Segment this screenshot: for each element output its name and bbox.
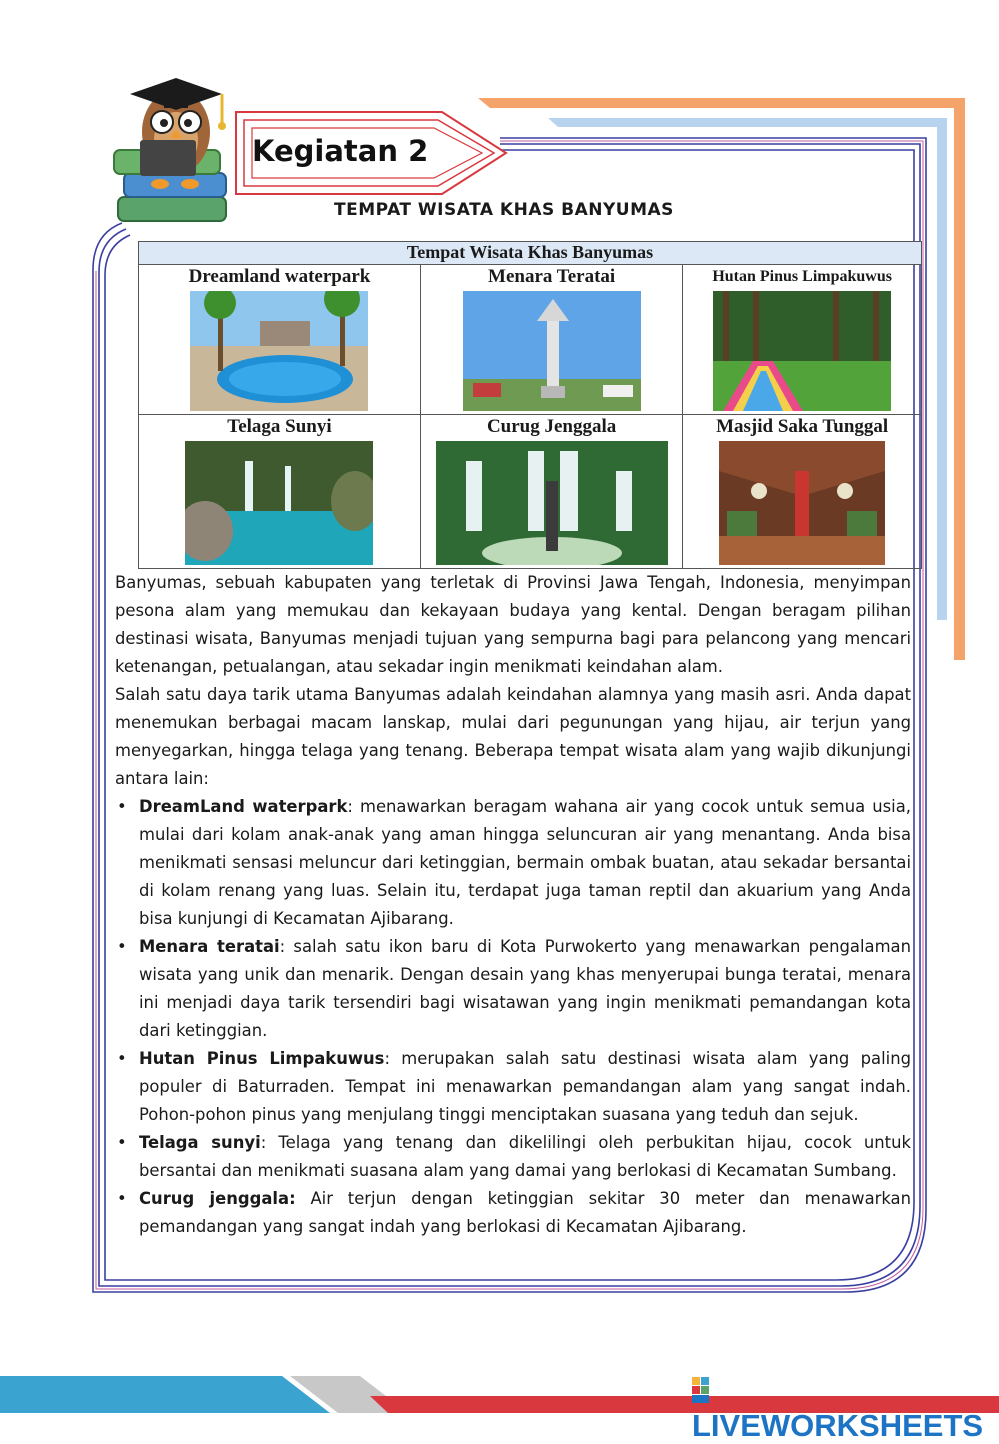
place-title: Menara Teratai <box>488 266 616 287</box>
bullet-icon: • <box>117 797 127 816</box>
curug-jenggala-photo <box>436 441 668 565</box>
item-text: : menawarkan beragam wahana air yang cocok untuk semua usia, mulai dari kolam anak-anak yang aman hingga seluncuran air yang menantang. Anda bisa menikmati sensasi meluncur dari ketinggian, bermain ombak buatan, atau sekadar bersantai di kolam renang yang luas. Selain itu, terdapat juga taman reptil dan akuarium yang Anda bisa kunjungi di Kecamatan Ajibarang. <box>139 797 911 928</box>
bullet-icon: • <box>117 937 127 956</box>
bottom-blue-band <box>0 1376 330 1413</box>
place-title: Masjid Saka Tunggal <box>716 416 889 437</box>
table-cell <box>683 415 922 569</box>
item-text: : merupakan salah satu destinasi wisata alam yang paling populer di Baturraden. Tempat ini menawarkan pemandangan alam yang sangat indah. Pohon-pohon pinus yang menjulang tinggi menciptakan suasana yang teduh dan sejuk. <box>139 1049 911 1124</box>
hutan-pinus-photo <box>713 291 891 411</box>
table-cell <box>683 265 922 415</box>
bullet-icon: • <box>117 1049 127 1068</box>
intro-paragraph: Banyumas, sebuah kabupaten yang terletak di Provinsi Jawa Tengah, Indonesia, menyimpan pesona alam yang memukau dan kekayaan budaya yang kental. Dengan beragam pilihan destinasi wisata, Banyumas menjadi tujuan yang sempurna bagi para pelancong yang mencari ketenangan, petualangan, atau sekadar ingin menikmati keindahan alam. <box>115 573 911 676</box>
table-cell <box>420 415 682 569</box>
list-item <box>117 1129 911 1185</box>
liveworksheets-logo-icon <box>692 1377 718 1403</box>
list-item <box>117 793 911 933</box>
article-body <box>115 569 911 1241</box>
item-name: Curug jenggala: <box>139 1189 296 1208</box>
item-name: Hutan Pinus Limpakuwus <box>139 1049 385 1068</box>
logo-text: LIVEWORKSHEETS <box>692 1408 984 1443</box>
item-text: : Telaga yang tenang dan dikelilingi oleh perbukitan hijau, cocok untuk bersantai dan menikmati suasana alam yang damai yang berlokasi di Kecamatan Sumbang. <box>139 1133 911 1180</box>
item-text: : salah satu ikon baru di Kota Purwokerto yang menawarkan pengalaman wisata yang unik dan menarik. Dengan desain yang khas menyerupai bunga teratai, menara ini menjadi daya tarik tersendiri bagi wisatawan yang ingin menikmati pemandangan kota dari ketinggian. <box>139 937 911 1040</box>
telaga-sunyi-photo <box>185 441 373 565</box>
list-item <box>117 933 911 1045</box>
destination-list <box>115 793 911 1241</box>
table-cell <box>139 265 421 415</box>
page-subtitle <box>0 200 999 220</box>
list-item <box>117 1185 911 1241</box>
place-title: Dreamland waterpark <box>188 266 371 287</box>
place-title: Hutan Pinus Limpakuwus <box>712 268 892 285</box>
place-title: Telaga Sunyi <box>227 416 332 437</box>
activity-title: Kegiatan 2 <box>252 134 429 168</box>
table-caption: Tempat Wisata Khas Banyumas <box>139 242 922 265</box>
table-cell <box>420 265 682 415</box>
list-item <box>117 1045 911 1129</box>
item-name: DreamLand waterpark <box>139 797 348 816</box>
item-name: Telaga sunyi <box>139 1133 261 1152</box>
item-name: Menara teratai <box>139 937 280 956</box>
tourism-table <box>138 241 922 569</box>
bullet-icon: • <box>117 1189 127 1208</box>
liveworksheets-logo[interactable] <box>692 1372 999 1444</box>
item-text: Air terjun dengan ketinggian sekitar 30 meter dan menawarkan pemandangan yang sangat indah yang berlokasi di Kecamatan Ajibarang. <box>139 1189 911 1236</box>
table-cell <box>139 415 421 569</box>
menara-teratai-photo <box>463 291 641 411</box>
masjid-saka-tunggal-photo <box>719 441 885 565</box>
page-subtitle-text: TEMPAT WISATA KHAS BANYUMAS <box>334 200 674 220</box>
bullet-icon: • <box>117 1133 127 1152</box>
dreamland-photo <box>190 291 368 411</box>
place-title: Curug Jenggala <box>486 416 617 437</box>
intro-paragraph: Salah satu daya tarik utama Banyumas adalah keindahan alamnya yang masih asri. Anda dapat menemukan berbagai macam lanskap, mulai dari pegunungan yang hijau, air terjun yang menyegarkan, hingga telaga yang tenang. Beberapa tempat wisata alam yang wajib dikunjungi antara lain: <box>115 685 911 788</box>
